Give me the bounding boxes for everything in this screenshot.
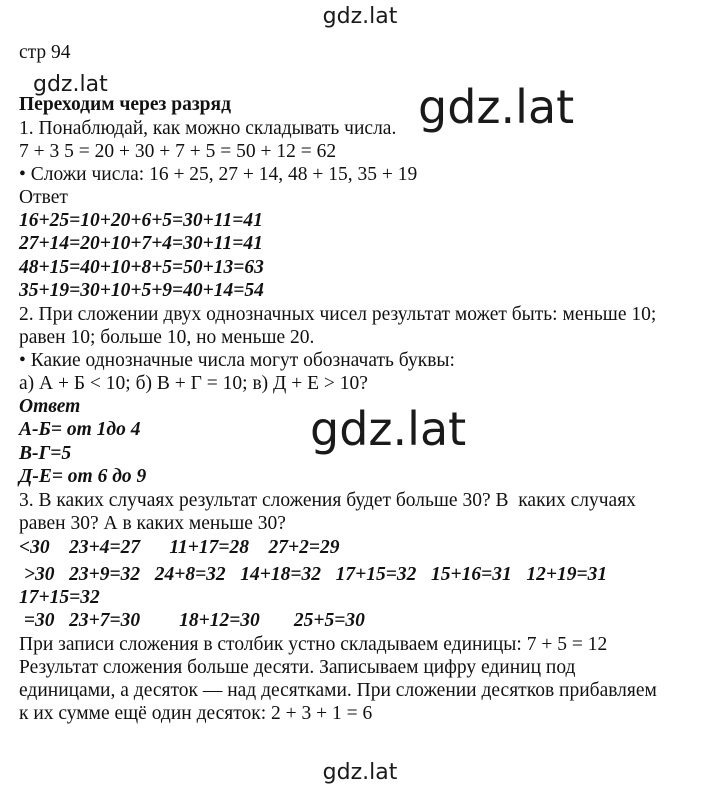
watermark-large-center: gdz.lat bbox=[310, 402, 467, 456]
task-1-example: 7 + 3 5 = 20 + 30 + 7 + 5 = 50 + 12 = 62 bbox=[19, 141, 337, 162]
explanation-text: При записи сложения в столбик устно складываем единицы: 7 + 5 = 12 bbox=[19, 634, 608, 655]
task-3-text: 3. В каких случаях результат сложения будет больше 30? В каких случаях bbox=[19, 490, 636, 511]
answer-line: 16+25=10+20+6+5=30+11=41 bbox=[19, 210, 263, 231]
answer-line: В-Г=5 bbox=[19, 443, 72, 464]
explanation-text: Результат сложения больше десяти. Записываем цифру единиц под bbox=[19, 657, 576, 678]
answer-line: 17+15=32 bbox=[19, 587, 100, 608]
task-2-question: • Какие однозначные числа могут обозначать буквы: bbox=[19, 350, 455, 371]
explanation-text: единицами, а десяток — над десятками. При сложении десятков прибавляем bbox=[19, 680, 657, 701]
answer-line: 48+15=40+10+8+5=50+13=63 bbox=[19, 257, 264, 278]
task-2-options: а) А + Б < 10; б) В + Г = 10; в) Д + Е > 10? bbox=[19, 373, 368, 394]
answer-line: >30 23+9=32 24+8=32 14+18=32 17+15=32 15+16=31 12+19=31 bbox=[19, 564, 608, 585]
answer-line: =30 23+7=30 18+12=30 25+5=30 bbox=[19, 610, 365, 631]
answer-label: Ответ bbox=[19, 187, 68, 208]
task-1-instruction: • Сложи числа: 16 + 25, 27 + 14, 48 + 15, 35 + 19 bbox=[19, 164, 418, 185]
answer-line: 27+14=20+10+7+4=30+11=41 bbox=[19, 233, 263, 254]
answer-line: 35+19=30+10+5+9=40+14=54 bbox=[19, 280, 264, 301]
task-1-text: 1. Понаблюдай, как можно складывать числа. bbox=[19, 118, 397, 139]
watermark-small: gdz.lat bbox=[33, 72, 108, 97]
answer-line: А-Б= от 1до 4 bbox=[19, 419, 141, 440]
watermark-large: gdz.lat bbox=[418, 80, 575, 134]
answer-line: <30 23+4=27 11+17=28 27+2=29 bbox=[19, 537, 340, 558]
section-title: Переходим через разряд bbox=[19, 94, 231, 115]
watermark-top: gdz.lat bbox=[322, 4, 398, 29]
task-3-text: равен 30? А в каких меньше 30? bbox=[19, 513, 286, 534]
task-2-text: 2. При сложении двух однозначных чисел результат может быть: меньше 10; bbox=[19, 304, 657, 325]
watermark-bottom: gdz.lat bbox=[322, 760, 398, 785]
task-2-text: равен 10; больше 10, но меньше 20. bbox=[19, 327, 315, 348]
page-number: стр 94 bbox=[19, 42, 71, 63]
answer-label: Ответ bbox=[19, 396, 81, 417]
explanation-text: к их сумме ещё один десяток: 2 + 3 + 1 = 6 bbox=[19, 703, 373, 724]
answer-line: Д-Е= от 6 до 9 bbox=[19, 466, 147, 487]
